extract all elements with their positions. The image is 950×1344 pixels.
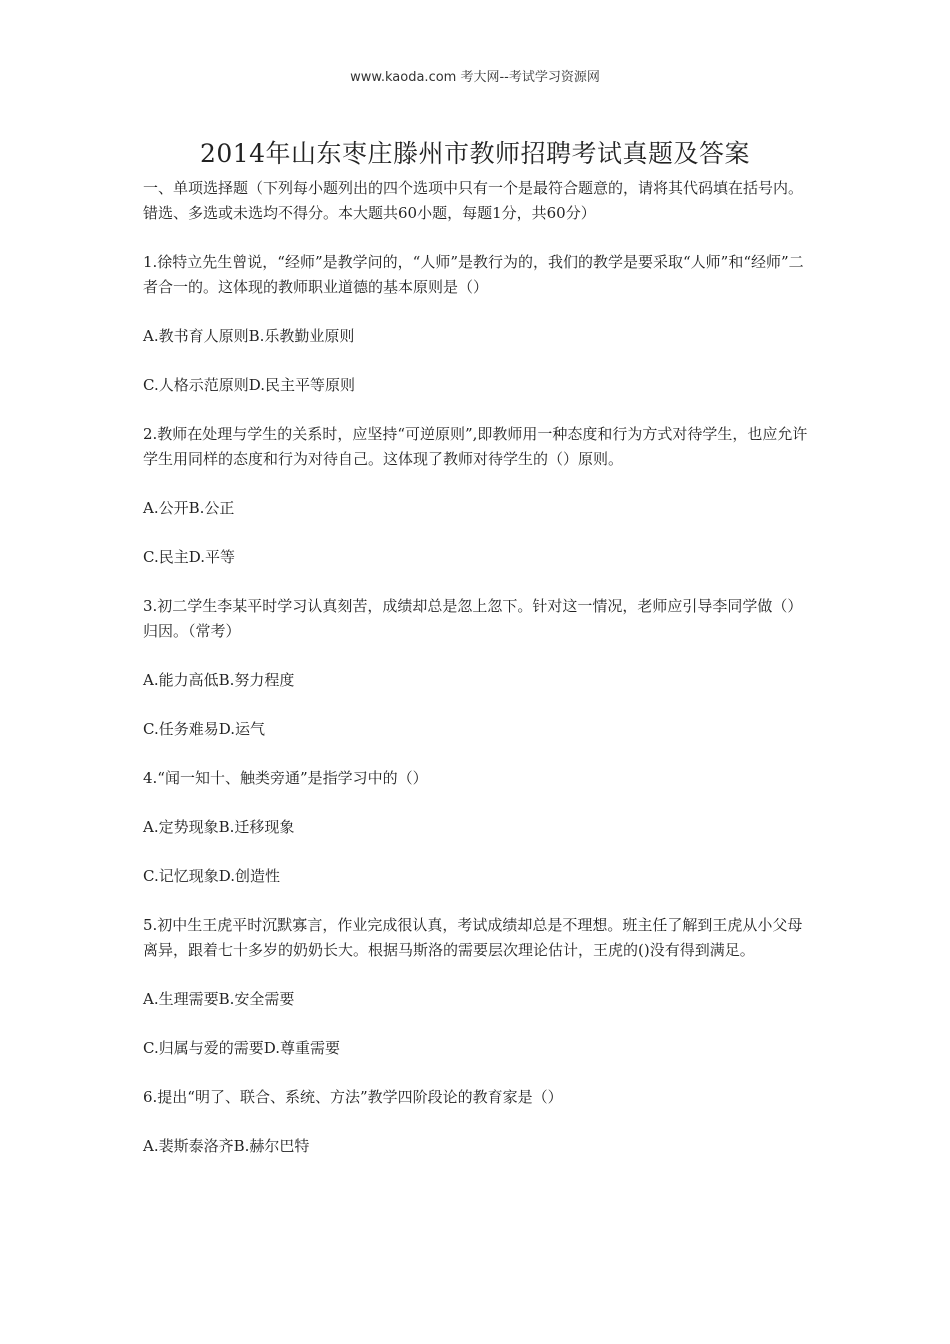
question-options: C.民主D.平等 — [143, 548, 235, 566]
question-options: A.公开B.公正 — [143, 499, 235, 517]
question-options: C.归属与爱的需要D.尊重需要 — [143, 1039, 340, 1057]
question-1 — [143, 250, 813, 398]
question-options: A.生理需要B.安全需要 — [143, 990, 295, 1008]
question-4 — [143, 766, 813, 889]
question-options: C.记忆现象D.创造性 — [143, 867, 280, 885]
question-options: C.人格示范原则D.民主平等原则 — [143, 376, 355, 394]
question-stem: 1.徐特立先生曾说，“经师”是教学问的，“人师”是教行为的，我们的教学是要采取“人师”和“经师”二者合一的。这体现的教师职业道德的基本原则是（） — [143, 253, 804, 296]
question-stem: 5.初中生王虎平时沉默寡言，作业完成很认真，考试成绩却总是不理想。班主任了解到王虎从小父母离异，跟着七十多岁的奶奶长大。根据马斯洛的需要层次理论估计，王虎的()没有得到满足。 — [143, 916, 803, 959]
question-options: A.裴斯泰洛齐B.赫尔巴特 — [143, 1137, 310, 1155]
question-3 — [143, 594, 813, 742]
question-stem: 3.初二学生李某平时学习认真刻苦，成绩却总是忽上忽下。针对这一情况，老师应引导李同学做（）归因。（常考） — [143, 597, 803, 640]
question-options: A.能力高低B.努力程度 — [143, 671, 295, 689]
question-2 — [143, 422, 813, 570]
question-options: C.任务难易D.运气 — [143, 720, 265, 738]
document-title: 2014年山东枣庄滕州市教师招聘考试真题及答案 — [199, 139, 751, 168]
question-5 — [143, 913, 813, 1061]
question-stem: 4.“闻一知十、触类旁通”是指学习中的（） — [143, 769, 428, 787]
question-options: A.教书育人原则B.乐教勤业原则 — [143, 327, 355, 345]
question-stem: 2.教师在处理与学生的关系时，应坚持“可逆原则”,即教师用一种态度和行为方式对待学生，也应允许学生用同样的态度和行为对待自己。这体现了教师对待学生的（）原则。 — [143, 425, 808, 468]
question-stem: 6.提出“明了、联合、系统、方法”教学四阶段论的教育家是（） — [143, 1088, 563, 1106]
section-intro: 一、单项选择题（下列每小题列出的四个选项中只有一个是最符合题意的，请将其代码填在括号内。错选、多选或未选均不得分。本大题共60小题，每题1分，共60分） — [143, 179, 804, 222]
question-options: A.定势现象B.迁移现象 — [143, 818, 295, 836]
document-body — [143, 176, 813, 1183]
page-header: www.kaoda.com 考大网--考试学习资源网 — [350, 70, 600, 85]
question-6 — [143, 1085, 813, 1159]
